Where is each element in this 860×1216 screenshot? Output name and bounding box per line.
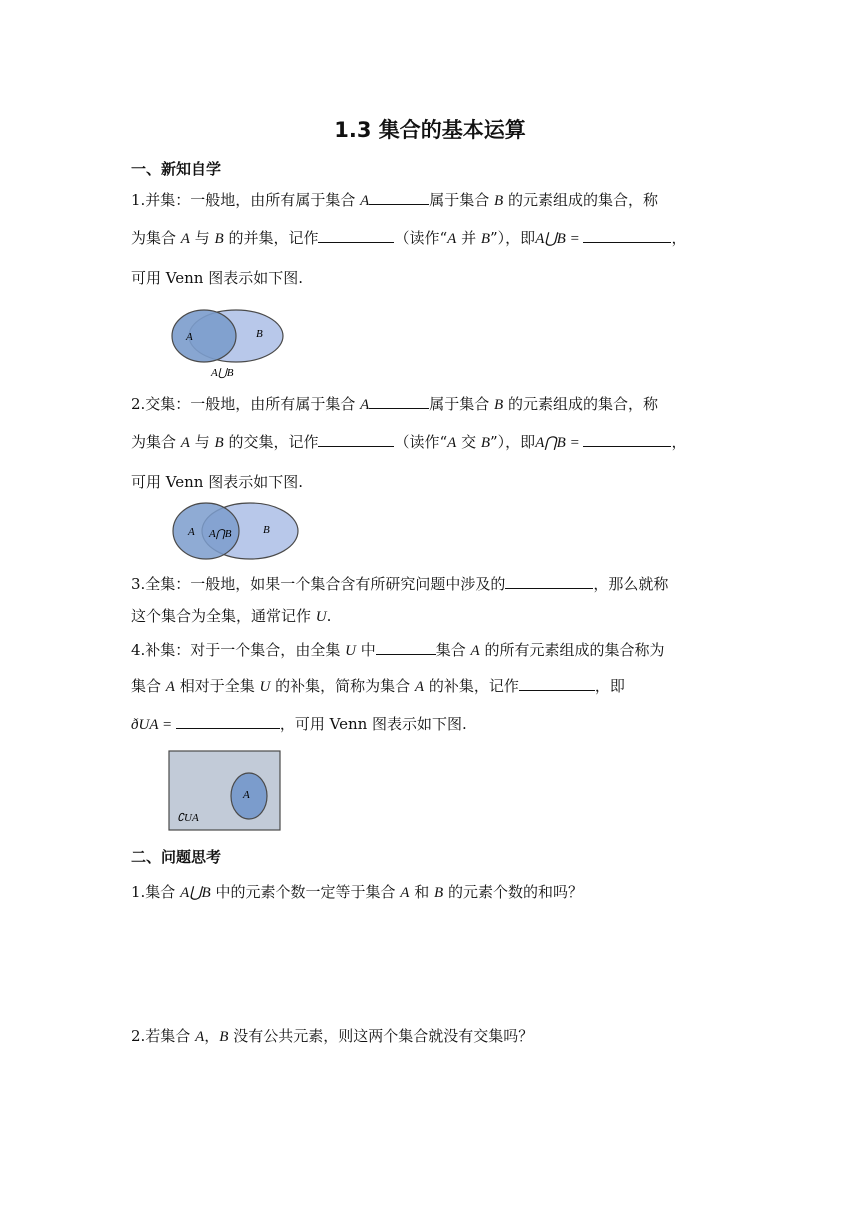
var-a: A [447,435,457,451]
text: . [326,607,332,625]
text: ， [204,1027,220,1045]
union-line-1 [131,190,658,211]
text: 2.若集合 [131,1027,196,1045]
text: 1.集合 [131,883,181,901]
text: 的元素个数的和吗？ [443,883,583,901]
text: 的补集，简称为集合 [270,677,415,695]
text: ，那么就称 [593,575,669,593]
text: 属于集合 [429,395,495,413]
section-heading-questions: 二、问题思考 [131,848,222,866]
var-a: A [447,231,457,247]
intersection-label: A⋂B [209,528,232,540]
text: ”），即 [490,433,536,451]
label-b: B [256,328,263,340]
text: 2.交集：一般地，由所有属于集合 [131,395,361,413]
text: 与 [189,433,215,451]
page-title: 1.3 集合的基本运算 [334,118,526,142]
text: 并 [456,229,481,247]
text: ，可用 Venn 图表示如下图. [279,715,467,733]
text: ”），即 [490,229,536,247]
text: 的交集，记作 [223,433,319,451]
complement-venn-diagram [168,750,282,832]
var-a: A [195,1029,205,1045]
text: （读作“ [394,229,448,247]
var-a: A [180,435,190,451]
universal-line-2 [131,606,331,627]
text: 与 [189,229,215,247]
blank-field[interactable] [505,574,593,589]
intersection-line-2 [131,432,686,453]
label-a: A [243,789,250,801]
text: ， [671,433,687,451]
text: 集合 [435,641,471,659]
var-a: A [470,643,480,659]
blank-field[interactable] [583,228,671,243]
complement-expression: ðUA = [131,717,176,733]
section-heading-self-study: 一、新知自学 [131,160,222,178]
var-a: A [360,397,370,413]
union-expression: A⋃B [180,885,211,901]
blank-field[interactable] [318,228,394,243]
text: 的并集，记作 [223,229,319,247]
var-a: A [414,679,425,695]
blank-field[interactable] [519,676,595,691]
var-b: B [214,435,224,451]
text: 的元素组成的集合，称 [503,395,658,413]
complement-line-1 [131,640,664,661]
text: （读作“ [394,433,448,451]
union-expression: A⋃B = [535,231,584,247]
intersection-venn-diagram [170,500,302,564]
intersection-expression: A⋂B = [535,435,584,451]
var-b: B [480,231,491,247]
var-a: A [400,885,410,901]
text: 集合 [131,677,166,695]
blank-field[interactable] [369,394,429,409]
text: 这个集合为全集，通常记作 [131,607,316,625]
text: 中的元素个数一定等于集合 [210,883,401,901]
text: 属于集合 [429,191,495,209]
text: 中 [355,641,376,659]
text: 4.补集：对于一个集合，由全集 [131,641,346,659]
text: 的补集，记作 [424,677,519,695]
complement-line-3 [131,714,467,735]
var-b: B [434,885,444,901]
text: ，即 [594,677,625,695]
text: ， [671,229,687,247]
text: 为集合 [131,433,181,451]
intersection-line-3: 可用 Venn 图表示如下图. [131,473,303,491]
intersection-line-1 [131,394,658,415]
union-caption: A⋃B [211,367,234,379]
var-u: U [259,679,271,695]
union-venn-diagram [168,306,293,380]
text: 的元素组成的集合，称 [503,191,658,209]
text: 和 [409,883,434,901]
blank-field[interactable] [376,640,436,655]
label-b: B [263,524,270,536]
var-b: B [480,435,491,451]
text: 为集合 [131,229,181,247]
var-b: B [219,1029,229,1045]
blank-field[interactable] [176,714,280,729]
text: 没有公共元素，则这两个集合就没有交集吗？ [228,1027,534,1045]
text: 交 [456,433,481,451]
text: 相对于全集 [174,677,260,695]
var-b: B [494,397,504,413]
var-u: U [315,609,327,625]
universal-line-1 [131,574,668,594]
union-line-2 [131,228,686,249]
var-a: A [165,679,175,695]
var-a: A [360,193,370,209]
blank-field[interactable] [583,432,671,447]
complement-line-2 [131,676,625,697]
text: 的所有元素组成的集合称为 [479,641,665,659]
blank-field[interactable] [369,190,429,205]
label-a: A [188,526,195,538]
circle-a [172,310,236,362]
union-line-3: 可用 Venn 图表示如下图. [131,269,303,287]
question-1 [131,882,583,903]
var-b: B [494,193,504,209]
var-a: A [180,231,190,247]
var-u: U [345,643,356,659]
var-b: B [214,231,224,247]
complement-label: ∁UA [177,812,199,824]
blank-field[interactable] [318,432,394,447]
label-a: A [186,331,193,343]
question-2 [131,1026,533,1047]
text: 1.并集：一般地，由所有属于集合 [131,191,361,209]
text: 3.全集：一般地，如果一个集合含有所研究问题中涉及的 [131,575,506,593]
